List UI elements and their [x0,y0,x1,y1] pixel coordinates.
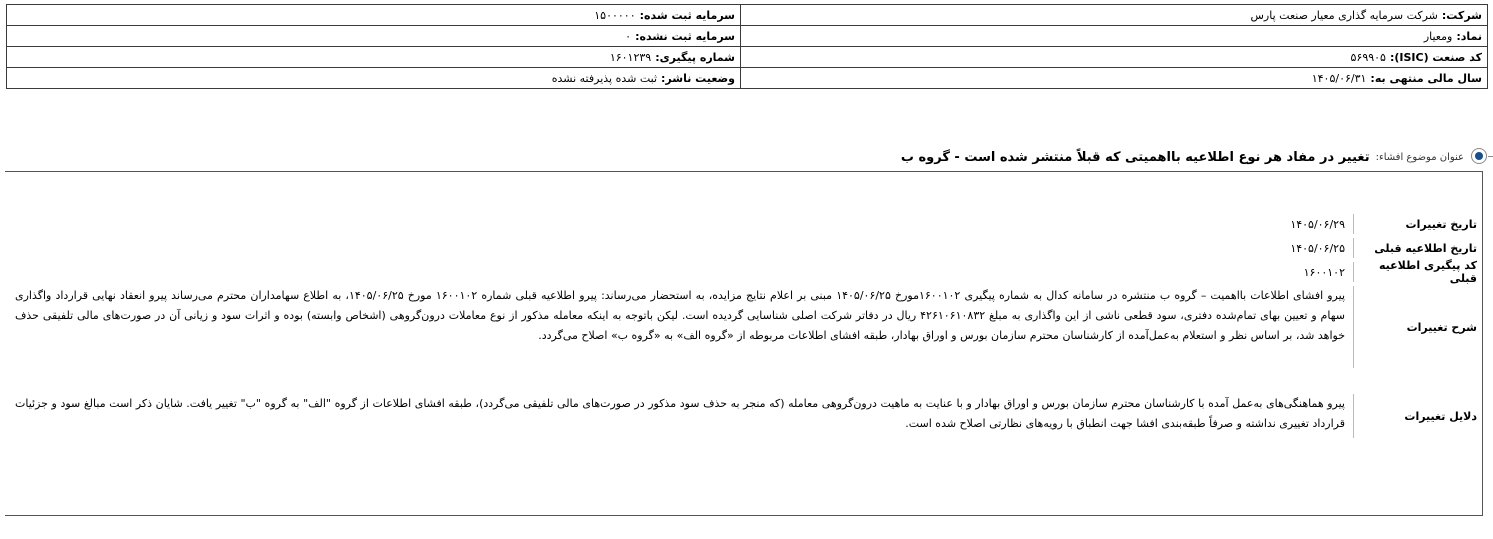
prev-notice-date-value: ۱۴۰۵/۰۶/۲۵ [1290,241,1345,255]
target-bullet-icon [1470,147,1490,167]
publisher-status-label: وضعیت ناشر: [661,71,735,85]
reasons-label: دلایل تغییرات [1353,394,1477,438]
subject-label: عنوان موضوع افشاء: [1375,151,1464,163]
company-info-table [6,4,1488,89]
tracking-value: ۱۶۰۱۲۳۹ [609,50,652,64]
fiscal-label: سال مالی منتهی به: [1370,71,1482,85]
prev-notice-date-row [1290,238,1477,258]
reg-capital-cell [7,5,741,26]
change-details-box [5,171,1483,516]
company-value: شرکت سرمایه گذاری معیار صنعت پارس [1250,8,1438,22]
isic-value: ۵۶۹۹۰۵ [1350,50,1386,64]
description-row [15,286,1477,368]
info-row-2 [7,26,1488,47]
prev-tracking-label: کد پیگیری اطلاعیه قبلی [1353,262,1477,282]
symbol-cell [741,26,1488,47]
description-text: پیرو افشای اطلاعات بااهمیت – گروه ب منتشره در سامانه کدال به شماره پیگیری ۱۶۰۰۱۰۲مورخ ۱۴۰۵/۰۶/۲۵ مبنی بر اعلام نتایج مزایده، به استحضار می‌رساند: پیرو اطلاعیه قبلی شماره ۱۶۰۰۱۰۲ مورخ ۱۴۰۵/۰۶/۲۵، به اطلاع سهامداران محترم می‌رساند پیرو انعقاد نهایی قرارداد واگذاری سهام و تعیین بهای تمام‌شده دفتری، سود قطعی ناشی از این واگذاری به مبلغ ۴۲۶۱۰۶۱۰۸۳۲ ریال در دفاتر شرکت اصلی شناسایی گردیده است. لیکن باتوجه به اینکه معامله مذکور از نوع معاملات درون‌گروهی (اشخاص وابسته) بوده و اثرات سود و زیانی آن در صورت‌های مالی تلفیقی حذف خواهد شد، بر اساس نظر و استعلام به‌عمل‌آمده از کارشناسان محترم سازمان بورس و اوراق بهادار، طبقه افشای اطلاعات مربوطه از «گروه الف» به «گروه ب» اصلاح می‌گردد. [15,289,1346,342]
reg-capital-label: سرمایه ثبت شده: [639,8,735,22]
description-label: شرح تغییرات [1353,286,1477,368]
change-date-label: تاریخ تغییرات [1353,214,1477,234]
reasons-row [15,394,1477,438]
subject-title: تغییر در مفاد هر نوع اطلاعیه بااهمیتی که قبلاً منتشر شده است - گروه ب [900,149,1370,165]
disclosure-subject [901,147,1490,167]
info-row-4 [7,68,1488,89]
company-cell [741,5,1488,26]
publisher-status-value: ثبت شده پذیرفته نشده [551,71,658,85]
publisher-status-cell [7,68,741,89]
prev-tracking-row [1303,259,1477,285]
fiscal-cell [741,68,1488,89]
reasons-text: پیرو هماهنگی‌های به‌عمل آمده با کارشناسان محترم سازمان بورس و اوراق بهادار و با عنایت به ماهیت درون‌گروهی معامله (که منجر به حذف سود مذکور در صورت‌های مالی تلفیقی می‌گردد)، طبقه افشای اطلاعات از گروه "الف" به گروه "ب" تغییر یافت. شایان ذکر است مبالغ سود و جزئیات قرارداد تغییری نداشته و صرفاً طبقه‌بندی افشا جهت انطباق با رویه‌های نظارتی اصلاح شده است. [15,397,1345,430]
reg-capital-value: ۱۵۰۰۰۰۰ [594,8,636,22]
change-date-value: ۱۴۰۵/۰۶/۲۹ [1290,217,1345,231]
fiscal-value: ۱۴۰۵/۰۶/۳۱ [1311,71,1367,85]
unreg-capital-cell [7,26,741,47]
tracking-label: شماره پیگیری: [655,50,735,64]
isic-label: کد صنعت (ISIC): [1389,50,1482,64]
symbol-value: ومعیار [1423,29,1453,43]
info-row-1 [7,5,1488,26]
isic-cell [741,47,1488,68]
prev-notice-date-label: تاریخ اطلاعیه قبلی [1353,238,1477,258]
company-label: شرکت: [1441,8,1482,22]
unreg-capital-label: سرمایه ثبت نشده: [635,29,735,43]
change-date-row [1290,214,1477,234]
symbol-label: نماد: [1456,29,1482,43]
tracking-cell [7,47,741,68]
info-row-3 [7,47,1488,68]
unreg-capital-value: ۰ [625,29,632,43]
prev-tracking-value: ۱۶۰۰۱۰۲ [1303,265,1345,279]
